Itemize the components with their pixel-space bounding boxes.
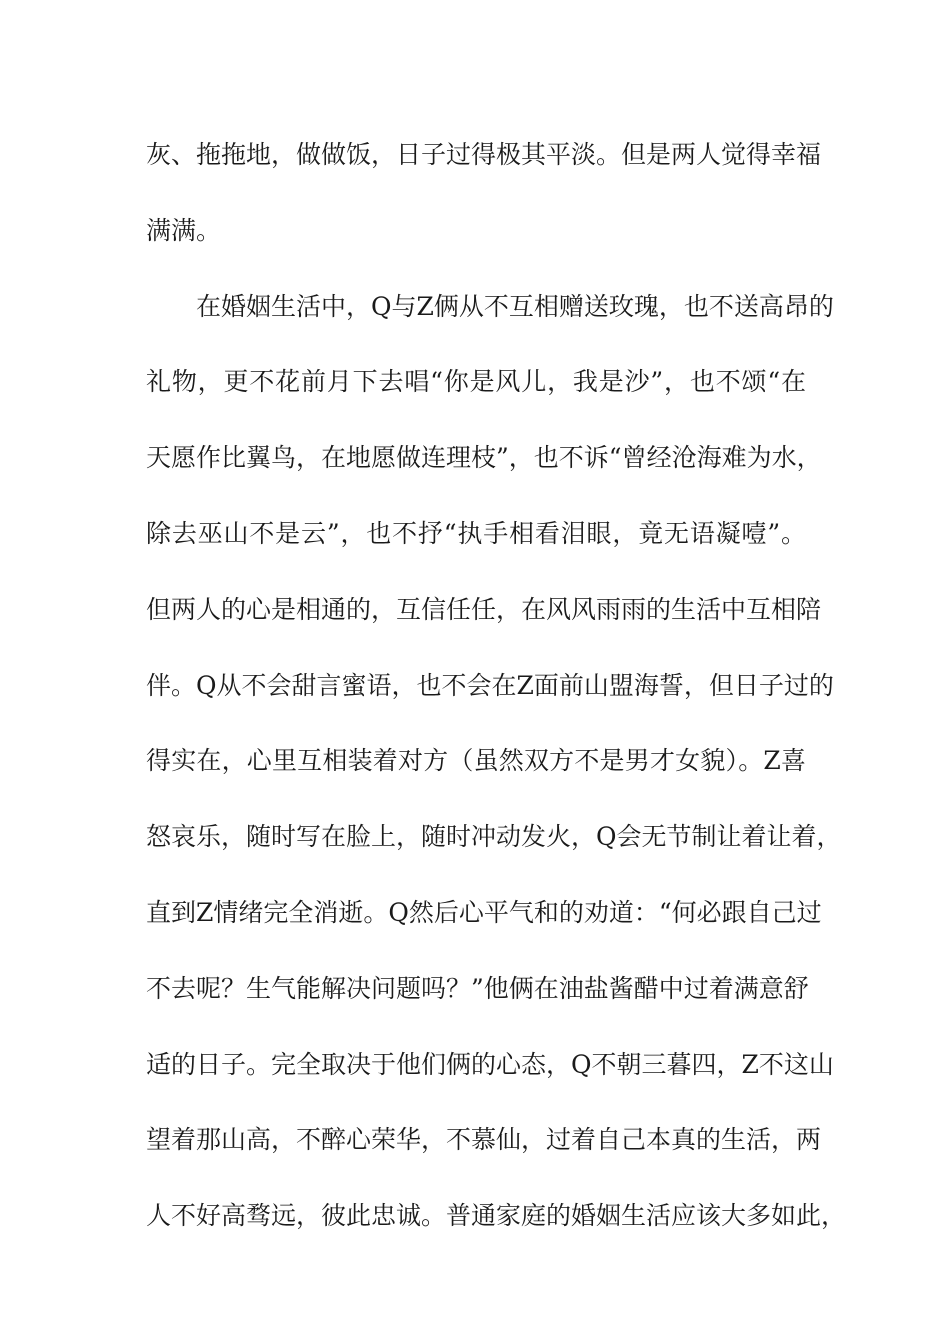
text-line: 天愿作比翼鸟，在地愿做连理枝”，也不诉“曾经沧海难为水， — [146, 443, 822, 473]
text-line: 望着那山高，不醉心荣华，不慕仙，过着自己本真的生活，两 — [146, 1125, 822, 1155]
document-body — [146, 131, 847, 1268]
text-line: 但两人的心是相通的，互信任任，在风风雨雨的生活中互相陪 — [146, 594, 822, 624]
text-line: 灰、拖拖地，做做饭，日子过得极其平淡。但是两人觉得幸福 — [146, 140, 822, 169]
text-line: 直到Z情绪完全消逝。Q然后心平气和的劝道：“何必跟自己过 — [146, 897, 822, 927]
text-line: 礼物，更不花前月下去唱“你是风儿，我是沙”，也不颂“在 — [146, 367, 806, 397]
text-line: 伴。Q从不会甜言蜜语，也不会在Z面前山盟海誓，但日子过的 — [146, 670, 834, 700]
text-line: 不去呢？生气能解决问题吗？”他俩在油盐酱醋中过着满意舒 — [146, 973, 809, 1003]
text-line: 人不好高骛远，彼此忠诚。普通家庭的婚姻生活应该大多如此， — [146, 1201, 847, 1231]
text-line: 在婚姻生活中，Q与Z俩从不互相赠送玫瑰，也不送高昂的 — [196, 291, 834, 321]
text-line: 得实在，心里互相装着对方（虽然双方不是男才女貌）。Z喜 — [146, 746, 806, 776]
text-line: 除去巫山不是云”，也不抒“执手相看泪眼，竟无语凝噎”。 — [146, 518, 806, 548]
text-line: 怒哀乐，随时写在脸上，随时冲动发火，Q会无节制让着让着， — [146, 822, 842, 852]
text-line: 满满。 — [146, 215, 222, 245]
text-line: 适的日子。完全取决于他们俩的心态，Q不朝三暮四，Z不这山 — [146, 1049, 834, 1079]
